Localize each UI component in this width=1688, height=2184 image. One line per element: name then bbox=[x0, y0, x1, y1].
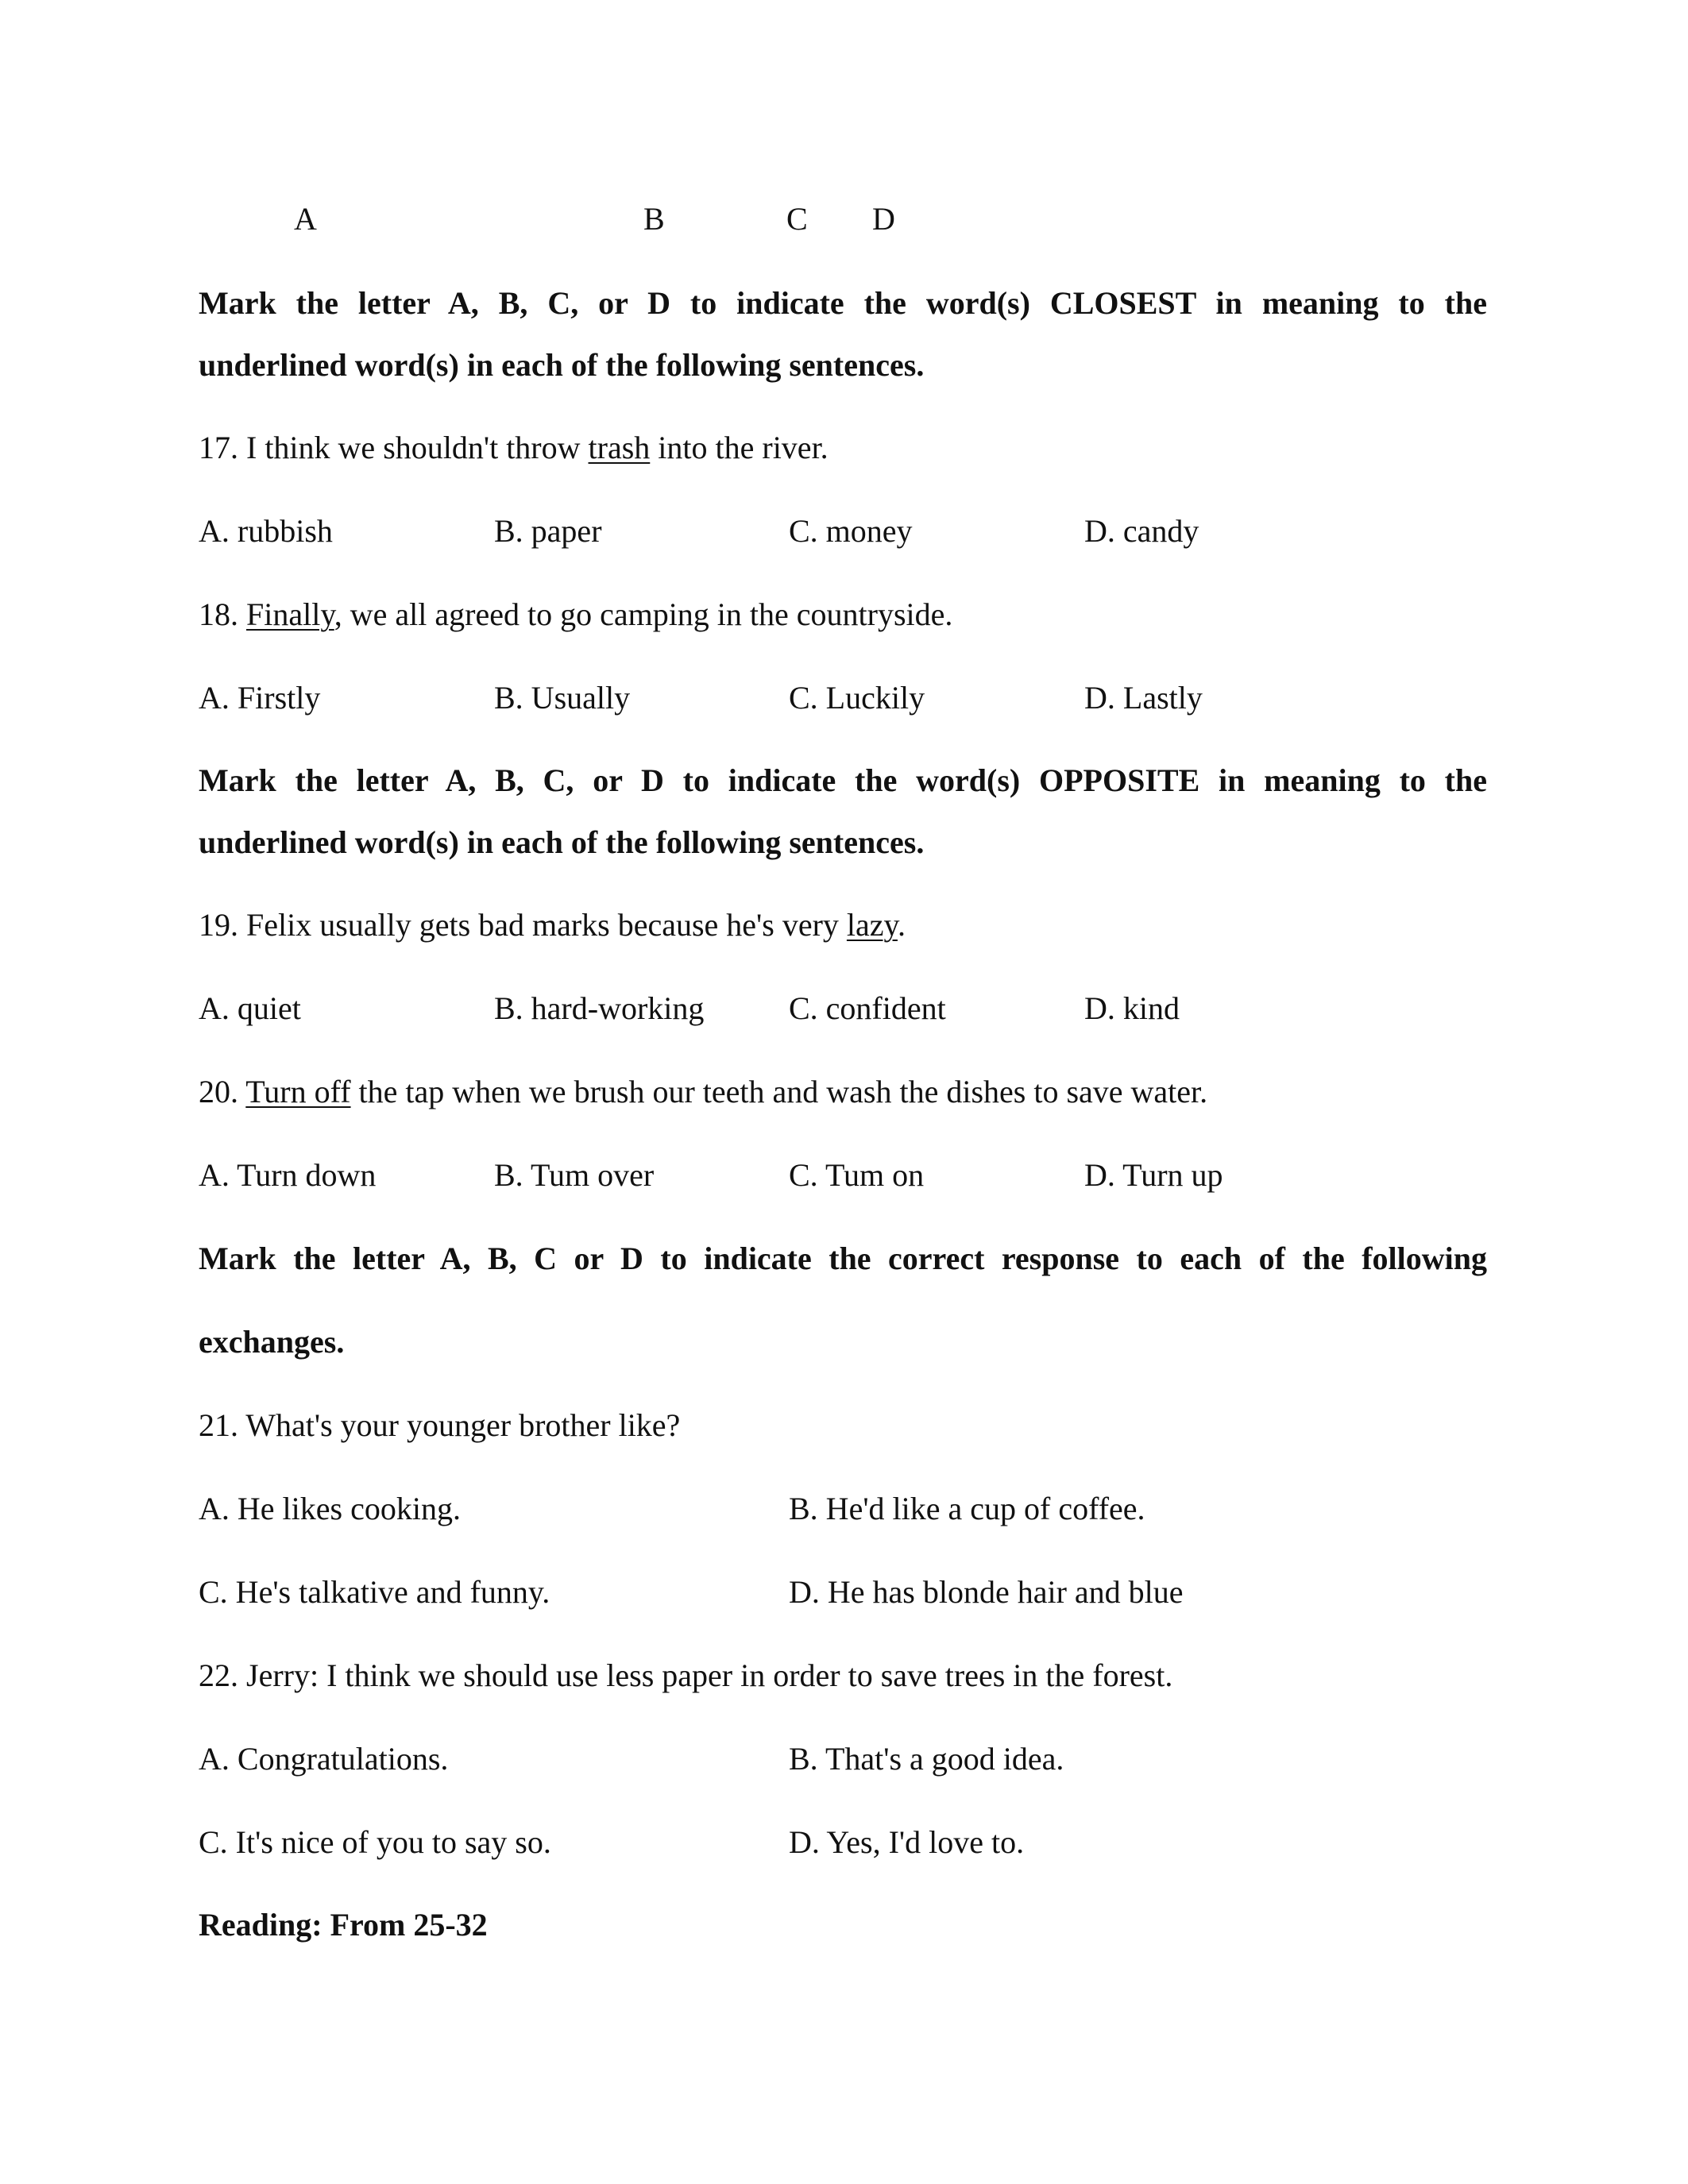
q20-option-c: C. Tum on bbox=[789, 1157, 925, 1193]
question-text: 20. bbox=[199, 1074, 246, 1109]
q22-option-d: D. Yes, I'd love to. bbox=[789, 1824, 1025, 1860]
q21-option-b: B. He'd like a cup of coffee. bbox=[789, 1491, 1145, 1526]
q21-option-d: D. He has blonde hair and blue bbox=[789, 1574, 1184, 1610]
q17-option-b: B. paper bbox=[494, 513, 602, 549]
underlined-word: lazy bbox=[846, 907, 898, 943]
q19-option-c: C. confident bbox=[789, 990, 946, 1026]
q18-option-a: A. Firstly bbox=[199, 680, 321, 716]
q19-option-d: D. kind bbox=[1084, 990, 1180, 1026]
instruction-opposite-line2: underlined word(s) in each of the following sentences. bbox=[199, 824, 925, 860]
instruction-closest-line1: Mark the letter A, B, C, or D to indicate the word(s) CLOSEST in meaning to the bbox=[199, 285, 1487, 321]
question-text: the tap when we brush our teeth and wash the dishes to save water. bbox=[350, 1074, 1208, 1109]
q18-option-c: C. Luckily bbox=[789, 680, 925, 716]
question-text: 18. bbox=[199, 596, 246, 632]
question-text: , we all agreed to go camping in the countryside. bbox=[334, 596, 953, 632]
header-letter-c: C bbox=[786, 201, 808, 237]
q18-option-d: D. Lastly bbox=[1084, 680, 1203, 716]
instruction-closest-line2: underlined word(s) in each of the following sentences. bbox=[199, 347, 925, 383]
q17-option-a: A. rubbish bbox=[199, 513, 333, 549]
q22-option-a: A. Congratulations. bbox=[199, 1741, 449, 1777]
q18-option-b: B. Usually bbox=[494, 680, 631, 716]
q21-option-c: C. He's talkative and funny. bbox=[199, 1574, 550, 1610]
q17-option-c: C. money bbox=[789, 513, 913, 549]
q20-option-a: A. Turn down bbox=[199, 1157, 377, 1193]
q22-option-c: C. It's nice of you to say so. bbox=[199, 1824, 551, 1860]
q19-option-a: A. quiet bbox=[199, 990, 301, 1026]
header-letter-d: D bbox=[872, 201, 895, 237]
question-22: 22. Jerry: I think we should use less paper in order to save trees in the forest. bbox=[199, 1657, 1173, 1693]
instruction-response-line2: exchanges. bbox=[199, 1324, 345, 1360]
header-letter-a: A bbox=[294, 201, 317, 237]
q22-option-b: B. That's a good idea. bbox=[789, 1741, 1064, 1777]
question-text: into the river. bbox=[650, 430, 829, 465]
q21-option-a: A. He likes cooking. bbox=[199, 1491, 461, 1526]
instruction-opposite-line1: Mark the letter A, B, C, or D to indicate the word(s) OPPOSITE in meaning to the bbox=[199, 762, 1487, 798]
question-text: 19. Felix usually gets bad marks because he's very bbox=[199, 907, 847, 943]
q17-option-d: D. candy bbox=[1084, 513, 1199, 549]
q20-option-d: D. Turn up bbox=[1084, 1157, 1223, 1193]
reading-heading: Reading: From 25-32 bbox=[199, 1907, 488, 1943]
header-letter-b: B bbox=[643, 201, 665, 237]
question-21: 21. What's your younger brother like? bbox=[199, 1407, 681, 1443]
q20-option-b: B. Tum over bbox=[494, 1157, 655, 1193]
question-19 bbox=[199, 905, 906, 946]
question-text: . bbox=[897, 907, 906, 943]
underlined-word: Finally bbox=[246, 596, 334, 632]
question-text: 17. I think we shouldn't throw bbox=[199, 430, 589, 465]
underlined-word: Turn off bbox=[245, 1074, 351, 1109]
q19-option-b: B. hard-working bbox=[494, 990, 705, 1026]
question-17 bbox=[199, 427, 829, 469]
question-18 bbox=[199, 594, 952, 635]
instruction-response-line1: Mark the letter A, B, C or D to indicate the correct response to each of the following bbox=[199, 1241, 1487, 1276]
underlined-word: trash bbox=[588, 430, 651, 465]
question-20 bbox=[199, 1071, 1207, 1113]
